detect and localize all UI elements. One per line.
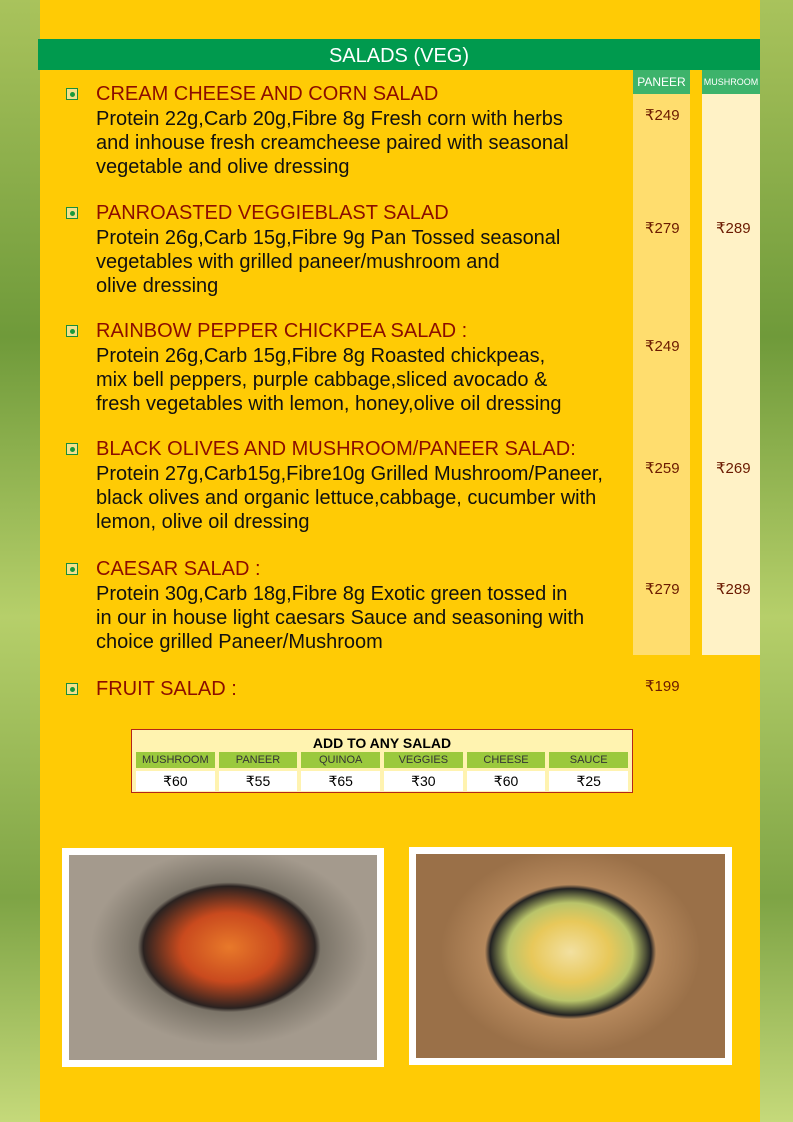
mushroom-price: ₹289 — [716, 220, 751, 237]
mushroom-price-column — [702, 70, 760, 655]
item-name: CAESAR SALAD : — [96, 558, 261, 580]
addon-name: VEGGIES — [384, 752, 463, 768]
paneer-price: ₹279 — [645, 581, 680, 598]
addon-price: ₹60 — [136, 771, 215, 791]
addon-name: MUSHROOM — [136, 752, 215, 768]
veg-icon — [66, 207, 78, 219]
veg-icon — [66, 683, 78, 695]
item-name: CREAM CHEESE AND CORN SALAD — [96, 83, 439, 105]
addons-title: ADD TO ANY SALAD — [312, 735, 452, 751]
item-name: FRUIT SALAD : — [96, 678, 237, 700]
salad-photo-chickpea — [62, 848, 384, 1067]
paneer-column-header: PANEER — [633, 70, 690, 94]
veg-icon — [66, 325, 78, 337]
section-title: SALADS (VEG) — [38, 39, 760, 70]
addon-name: SAUCE — [549, 752, 628, 768]
addon-name: CHEESE — [467, 752, 546, 768]
addon-price: ₹65 — [301, 771, 380, 791]
item-description: Protein 27g,Carb15g,Fibre10g Grilled Mushroom/Paneer, black olives and organic lettuce,cabbage, cucumber with lemon, olive oil dressing — [96, 463, 603, 533]
side-decoration-right — [760, 0, 793, 1122]
addon-price: ₹55 — [219, 771, 298, 791]
addons-table — [131, 729, 633, 793]
addon-name: PANEER — [219, 752, 298, 768]
addon-price: ₹60 — [467, 771, 546, 791]
item-description: Protein 26g,Carb 15g,Fibre 8g Roasted chickpeas, mix bell peppers, purple cabbage,sliced avocado & fresh vegetables with lemon, honey,olive oil dressing — [96, 345, 562, 415]
item-description: Protein 26g,Carb 15g,Fibre 9g Pan Tossed seasonal vegetables with grilled paneer/mushroom and olive dressing — [96, 227, 561, 297]
item-description: Protein 30g,Carb 18g,Fibre 8g Exotic green tossed in in our in house light caesars Sauce and seasoning with choice grilled Paneer/Mushroom — [96, 583, 585, 653]
veg-icon — [66, 563, 78, 575]
item-description: Protein 22g,Carb 20g,Fibre 8g Fresh corn with herbs and inhouse fresh creamcheese paired with seasonal vegetable and olive dressing — [96, 108, 569, 178]
item-name: RAINBOW PEPPER CHICKPEA SALAD : — [96, 320, 468, 342]
side-decoration-left — [0, 0, 40, 1122]
item-name: PANROASTED VEGGIEBLAST SALAD — [96, 202, 449, 224]
paneer-price: ₹199 — [645, 678, 680, 695]
salad-photo-fruit — [409, 847, 732, 1065]
paneer-price-column — [633, 70, 690, 655]
veg-icon — [66, 88, 78, 100]
veg-icon — [66, 443, 78, 455]
addon-name: QUINOA — [301, 752, 380, 768]
addon-price: ₹25 — [549, 771, 628, 791]
paneer-price: ₹249 — [645, 338, 680, 355]
paneer-price: ₹249 — [645, 107, 680, 124]
item-name: BLACK OLIVES AND MUSHROOM/PANEER SALAD: — [96, 438, 576, 460]
mushroom-column-header: MUSHROOM — [702, 70, 760, 94]
paneer-price: ₹279 — [645, 220, 680, 237]
mushroom-price: ₹289 — [716, 581, 751, 598]
addon-price: ₹30 — [384, 771, 463, 791]
mushroom-price: ₹269 — [716, 460, 751, 477]
paneer-price: ₹259 — [645, 460, 680, 477]
